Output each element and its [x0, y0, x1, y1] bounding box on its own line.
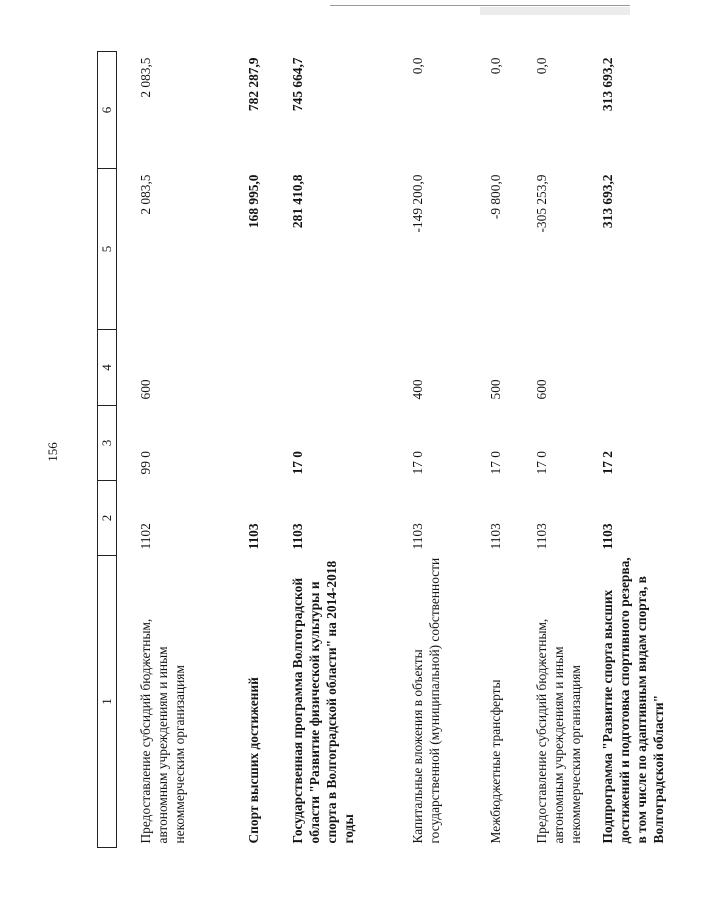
amount-total: 313 693,2 — [600, 57, 615, 112]
amount-change: 168 995,0 — [246, 174, 261, 229]
page-number-text: 156 — [44, 442, 60, 462]
table-row — [527, 52, 593, 848]
budget-table-container — [97, 52, 667, 848]
table-header — [98, 52, 117, 848]
section-code: 1103 — [600, 523, 615, 550]
column-header-6: 6 — [98, 52, 117, 169]
amount-total: 745 664,7 — [290, 57, 305, 112]
program-code: 17 0 — [410, 451, 425, 475]
expense-type — [283, 330, 397, 406]
row-name: Государственная программа Волгоградской области "Развитие физической культуры и спорта в Волгоградской области" на 2014-2018 годы — [290, 560, 357, 844]
row-name: Подпрограмма "Развитие спорта высших достижений и подготовка спортивного резерва, в том числе по адаптивным видам спорта, в Волгоградской области" — [600, 557, 667, 844]
amount-total: 0,0 — [488, 57, 503, 75]
table-row — [283, 52, 397, 848]
column-header-2: 2 — [98, 481, 117, 556]
expense-type: 600 — [534, 379, 549, 400]
row-name: Предоставление субсидий бюджетным, автономным учреждениям и иным некоммерческим организациям — [138, 618, 188, 844]
budget-table-rotated — [97, 52, 667, 848]
section-code: 1103 — [246, 523, 261, 550]
expense-type — [239, 330, 283, 406]
amount-change: 281 410,8 — [290, 174, 305, 229]
amount-change: 2 083,5 — [138, 174, 153, 215]
section-code: 1103 — [410, 523, 425, 550]
column-header-5: 5 — [98, 169, 117, 330]
row-name: Спорт высших достижений — [246, 677, 261, 844]
table-body — [117, 52, 709, 848]
amount-total: 0,0 — [410, 57, 425, 75]
program-code: 17 0 — [488, 451, 503, 475]
section-code: 1103 — [488, 523, 503, 550]
amount-total: 0,0 — [534, 57, 549, 75]
amount-total: 2 083,5 — [138, 57, 153, 98]
amount-change: -149 200,0 — [410, 174, 425, 233]
row-name: Предоставление субсидий бюджетным, автономным учреждениям и иным некоммерческим организациям — [534, 618, 584, 844]
program-code: 99 0 — [138, 451, 153, 475]
table-row — [397, 52, 481, 848]
expense-type: 500 — [488, 379, 503, 400]
program-code: 17 2 — [600, 451, 615, 475]
program-code: 17 0 — [534, 451, 549, 475]
program-code — [239, 406, 283, 481]
amount-total: 782 287,9 — [246, 57, 261, 112]
table-row — [593, 52, 709, 848]
expense-type: 600 — [138, 379, 153, 400]
column-header-4: 4 — [98, 330, 117, 406]
header-row — [98, 52, 117, 848]
section-code: 1103 — [534, 523, 549, 550]
table-row — [481, 52, 527, 848]
expense-type — [593, 330, 709, 406]
column-header-3: 3 — [98, 406, 117, 481]
column-header-1: 1 — [98, 556, 117, 848]
table-row — [117, 52, 240, 848]
amount-change: -9 800,0 — [488, 174, 503, 220]
scan-edge-mark — [330, 5, 630, 16]
amount-change: -305 253,9 — [534, 174, 549, 233]
expense-type: 400 — [410, 379, 425, 400]
table-row — [239, 52, 283, 848]
section-code: 1103 — [290, 523, 305, 550]
row-name: Капитальные вложения в объекты государственной (муниципальной) собственности — [410, 557, 443, 844]
amount-change: 313 693,2 — [600, 174, 615, 229]
row-name: Межбюджетные трансферты — [488, 679, 503, 844]
program-code: 17 0 — [290, 451, 305, 475]
budget-table — [97, 51, 709, 848]
section-code: 1102 — [138, 523, 153, 550]
